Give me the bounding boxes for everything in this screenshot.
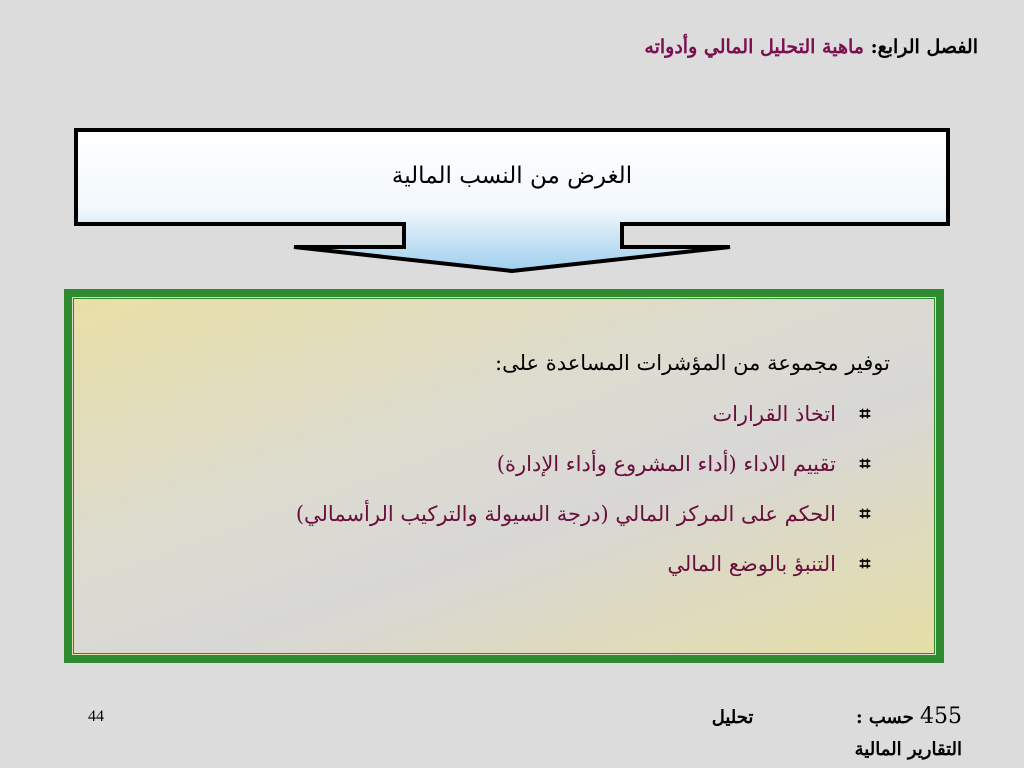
page-number: 44 (88, 708, 104, 725)
course-code: 455 (920, 704, 962, 729)
bullet-list (296, 389, 890, 589)
course-word: تحليل (711, 707, 754, 728)
bullet-label: الحكم على المركز المالي (درجة السيولة والتركيب الرأسمالي) (295, 502, 836, 526)
bullet-label: التنبؤ بالوضع المالي (667, 552, 836, 576)
bullet-label: تقييم الاداء (أداء المشروع وأداء الإدارة) (496, 452, 836, 476)
course-line-2: التقارير المالية (854, 739, 962, 760)
hash-bullet-icon: ⌗ (859, 403, 871, 425)
hash-bullet-icon: ⌗ (859, 553, 871, 575)
list-item (296, 389, 876, 439)
footer-row-1 (712, 704, 962, 729)
list-item (296, 539, 876, 589)
chapter-title: ماهية التحليل المالي وأدواته (644, 36, 864, 58)
course-prefix: حسب : (855, 707, 914, 728)
callout-title: الغرض من النسب المالية (391, 163, 633, 189)
list-item (296, 489, 876, 539)
hash-bullet-icon: ⌗ (859, 503, 871, 525)
bullet-label: اتخاذ القرارات (712, 402, 836, 426)
intro-text: توفير مجموعة من المؤشرات المساعدة على: (495, 351, 890, 375)
panel-text (296, 351, 890, 589)
content-panel-inner (71, 296, 937, 656)
footer-course (712, 704, 962, 760)
hash-bullet-icon: ⌗ (859, 453, 871, 475)
content-panel (64, 289, 944, 663)
chapter-label: الفصل الرابع: (870, 36, 978, 58)
list-item (296, 439, 876, 489)
